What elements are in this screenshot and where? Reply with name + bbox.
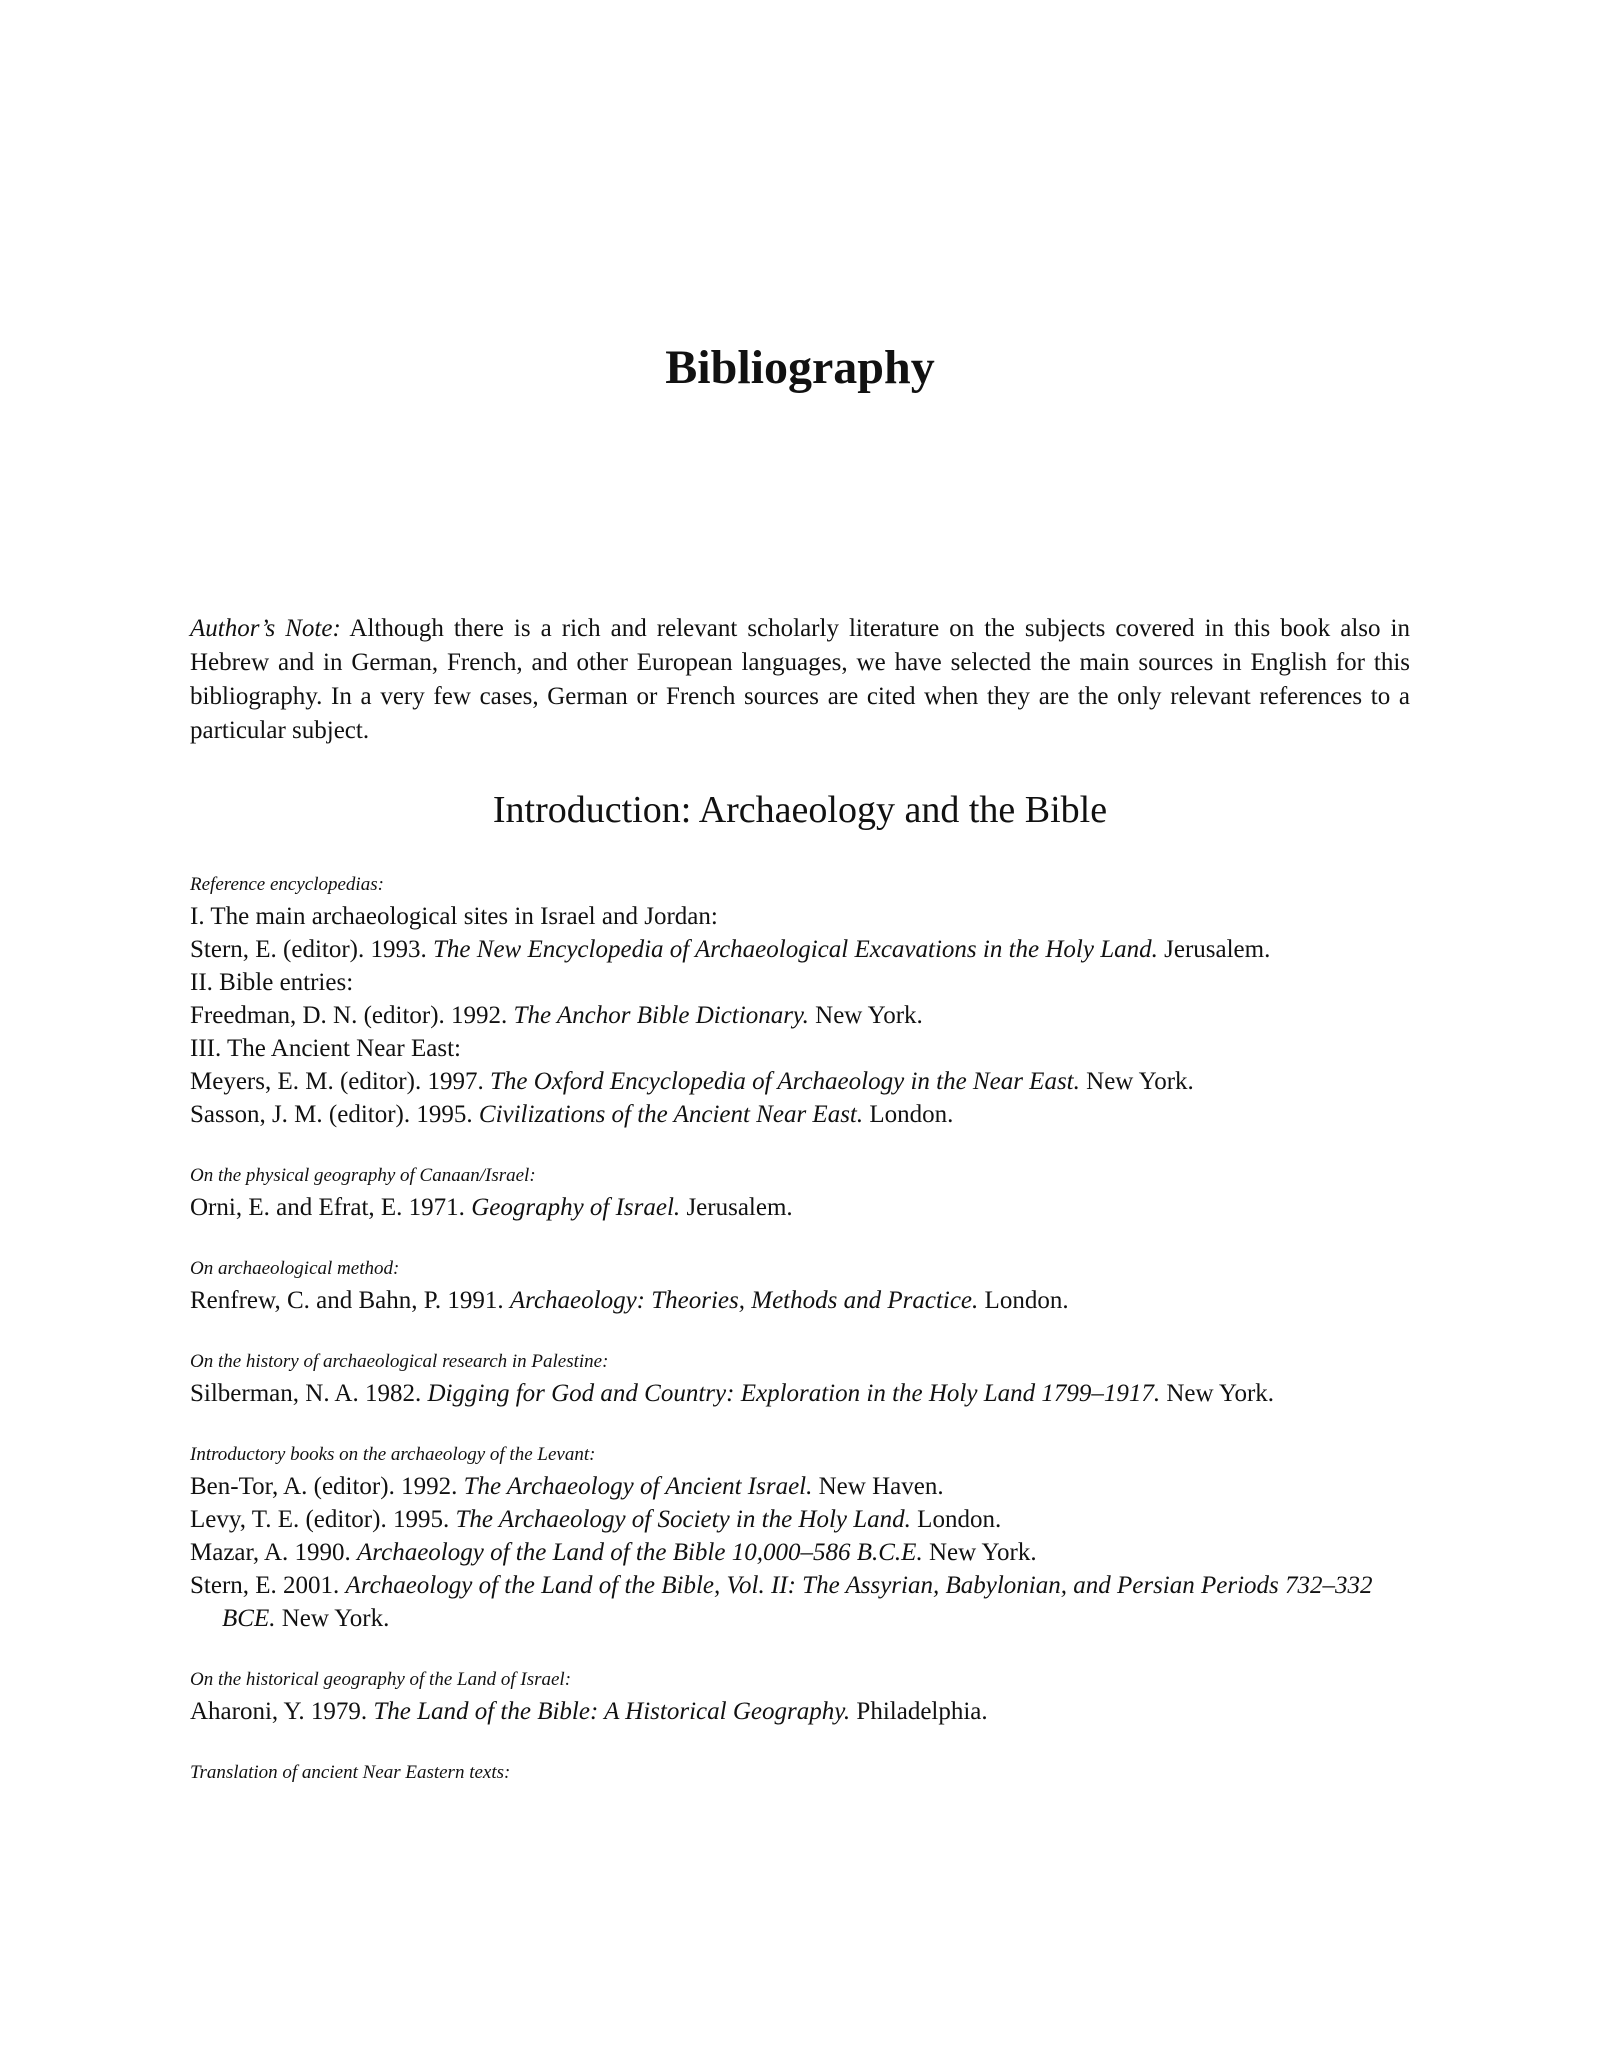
entry-pre: Renfrew, C. and Bahn, P. 1991. [190,1287,510,1314]
bibliography-entry [190,966,1410,999]
entry-post: London. [978,1287,1069,1314]
entry-italic: Geography of Israel. [471,1194,681,1221]
entry-italic: The Archaeology of Ancient Israel. [463,1473,813,1500]
entry-post: New York. [1160,1380,1275,1407]
bibliography-group [190,870,1410,1131]
group-label: Introductory books on the archaeology of the Levant: [190,1444,596,1465]
bibliography-group [190,1440,1410,1635]
entry-post: Jerusalem. [680,1194,793,1221]
entry-pre: I. The main archaeological sites in Israel and Jordan: [190,903,718,930]
entry-post: New York. [275,1605,390,1632]
entry-pre: Aharoni, Y. 1979. [190,1698,374,1725]
bibliography-entry [190,1065,1410,1098]
entry-pre: Orni, E. and Efrat, E. 1971. [190,1194,472,1221]
entry-italic: The Land of the Bible: A Historical Geography. [373,1698,851,1725]
entry-italic: Archaeology of the Land of the Bible, Vol. II: The Assyrian, Babylonian, and Persian Periods 732–332 BCE. [222,1572,1373,1632]
entry-italic: The New Encyclopedia of Archaeological Excavations in the Holy Land. [433,936,1158,963]
entry-pre: Stern, E. 2001. [190,1572,346,1599]
entry-pre: Stern, E. (editor). 1993. [190,936,434,963]
bibliography-group [190,1347,1410,1410]
group-label: On the history of archaeological research in Palestine: [190,1351,609,1372]
bibliography-entry [190,1569,1410,1635]
entry-post: New York. [808,1002,923,1029]
bibliography-entry [190,900,1410,933]
entry-post: London. [910,1506,1002,1533]
group-label: On the historical geography of the Land of Israel: [190,1669,572,1690]
entry-italic: Archaeology of the Land of the Bible 10,000–586 B.C.E. [357,1539,923,1566]
entry-italic: Digging for God and Country: Exploration in the Holy Land 1799–1917. [427,1380,1161,1407]
bibliography-entry [190,1284,1410,1317]
authors-note-lead: Author’s Note: [190,615,341,642]
entry-pre: Levy, T. E. (editor). 1995. [190,1506,456,1533]
entry-pre: Freedman, D. N. (editor). 1992. [190,1002,514,1029]
entry-italic: The Archaeology of Society in the Holy Land. [455,1506,911,1533]
entry-pre: Silberman, N. A. 1982. [190,1380,428,1407]
entry-italic: Archaeology: Theories, Methods and Practice. [509,1287,979,1314]
bibliography-entry [190,1503,1410,1536]
bibliography-group [190,1161,1410,1224]
entry-post: New York. [922,1539,1037,1566]
bibliography-entry [190,999,1410,1032]
entry-pre: Sasson, J. M. (editor). 1995. [190,1101,479,1128]
entry-post: London. [863,1101,954,1128]
group-label: Translation of ancient Near Eastern texts: [190,1762,511,1783]
bibliography-entry [190,1191,1410,1224]
entry-italic: The Anchor Bible Dictionary. [513,1002,809,1029]
bibliography-entry [190,1098,1410,1131]
entry-post: Jerusalem. [1157,936,1271,963]
bibliography-entry [190,1470,1410,1503]
authors-note [190,612,1410,748]
entry-pre: Ben-Tor, A. (editor). 1992. [190,1473,464,1500]
bibliography-entry [190,1032,1410,1065]
bibliography-group [190,1254,1410,1317]
entry-italic: The Oxford Encyclopedia of Archaeology in the Near East. [489,1068,1080,1095]
bibliography-entry [190,933,1410,966]
entry-italic: Civilizations of the Ancient Near East. [478,1101,864,1128]
group-label: On the physical geography of Canaan/Israel: [190,1165,536,1186]
entry-pre: Meyers, E. M. (editor). 1997. [190,1068,490,1095]
entry-post: Philadelphia. [850,1698,988,1725]
bibliography-group [190,1758,1410,1788]
bibliography-group [190,1665,1410,1728]
bibliography-entry [190,1377,1410,1410]
entry-pre: III. The Ancient Near East: [190,1035,461,1062]
section-heading: Introduction: Archaeology and the Bible [492,789,1108,831]
entry-post: New York. [1079,1068,1194,1095]
entry-pre: Mazar, A. 1990. [190,1539,358,1566]
bibliography-entry [190,1536,1410,1569]
entry-pre: II. Bible entries: [190,969,354,996]
bibliography-entry [190,1695,1410,1728]
page-title: Bibliography [665,341,935,394]
authors-note-text: Although there is a rich and relevant scholarly literature on the subjects covered in this book also in Hebrew and in German, French, and other European languages, we have selected the main sources in English for this bibliography. In a very few cases, German or French sources are cited when they are the only relevant references to a particular subject. [190,615,1410,744]
group-label: On archaeological method: [190,1258,400,1279]
bibliography-groups [190,870,1410,1818]
entry-post: New Haven. [812,1473,944,1500]
group-label: Reference encyclopedias: [190,874,384,895]
